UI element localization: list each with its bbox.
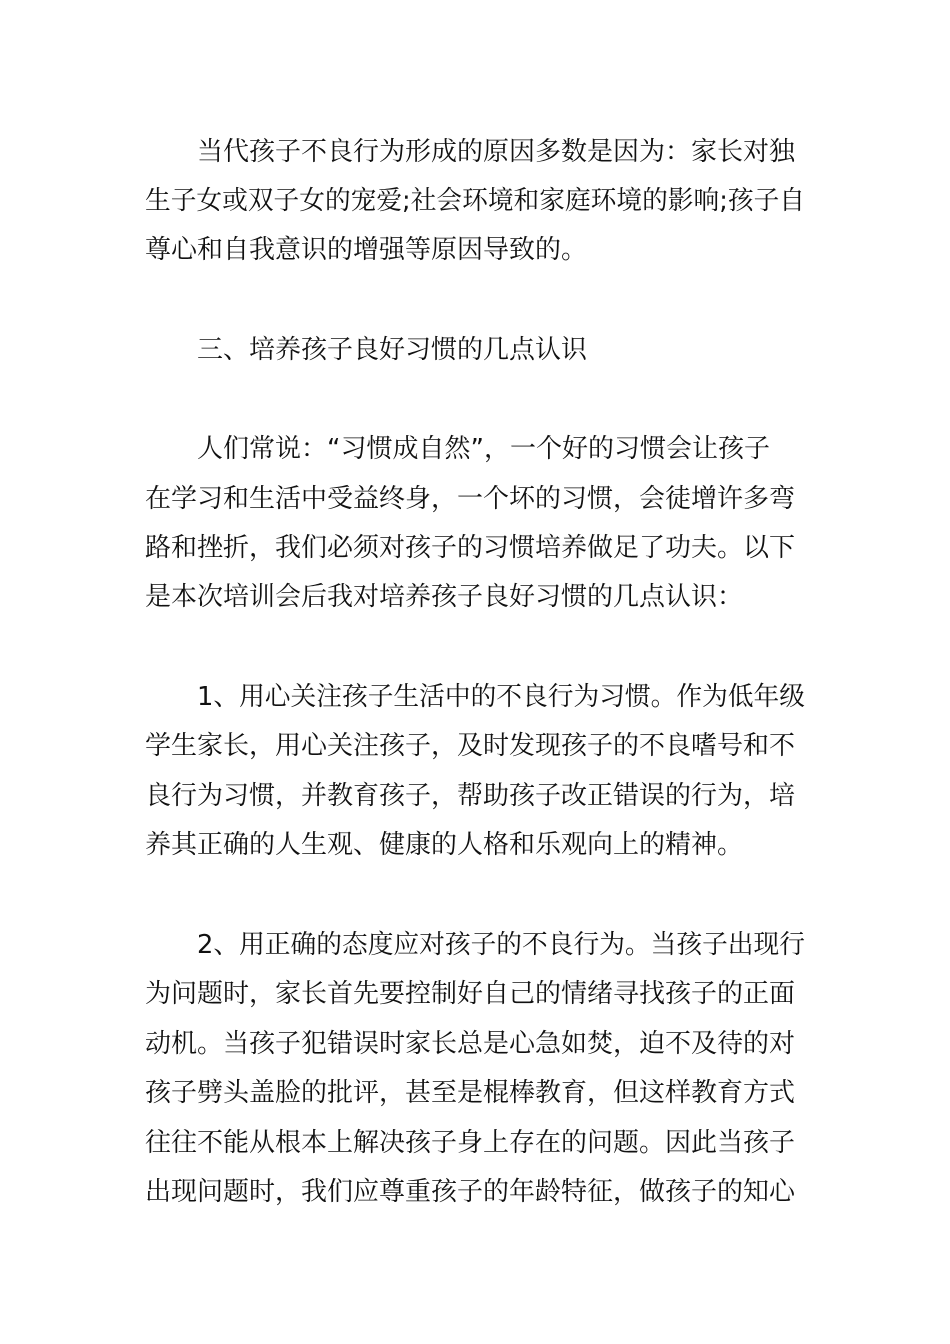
line-text: 为问题时，家长首先要控制好自己的情绪寻找孩子的正面 [145,979,796,1009]
paragraph-line [0,523,950,573]
paragraph-line [0,820,950,870]
paragraph-line [0,225,950,275]
line-text: 1、用心关注孩子生活中的不良行为习惯。作为低年级 [197,682,805,712]
line-text: 是本次培训会后我对培养孩子良好习惯的几点认识： [145,582,744,612]
paragraph-line [0,920,950,970]
line-text: 在学习和生活中受益终身，一个坏的习惯，会徒增许多弯 [145,484,796,514]
line-text: 当代孩子不良行为形成的原因多数是因为：家长对独 [197,137,796,167]
paragraph-line [0,672,950,722]
paragraph-line [0,127,950,177]
paragraph-line [0,1019,950,1069]
line-text: 出现问题时，我们应尊重孩子的年龄特征，做孩子的知心 [145,1177,796,1207]
line-text: 往往不能从根本上解决孩子身上存在的问题。因此当孩子 [145,1128,796,1158]
line-text: 尊心和自我意识的增强等原因导致的。 [145,235,588,265]
paragraph-line [0,176,950,226]
line-text: 良行为习惯，并教育孩子，帮助孩子改正错误的行为，培 [145,781,796,811]
line-text: 学生家长，用心关注孩子，及时发现孩子的不良嗜号和不 [145,731,796,761]
line-text: 养其正确的人生观、健康的人格和乐观向上的精神。 [145,830,744,860]
line-text: 2、用正确的态度应对孩子的不良行为。当孩子出现行 [197,930,805,960]
heading-text: 三、培养孩子良好习惯的几点认识 [197,335,588,365]
line-text: 生子女或双子女的宠爱;社会环境和家庭环境的影响;孩子自 [145,186,805,216]
line-text: 动机。当孩子犯错误时家长总是心急如焚，迫不及待的对 [145,1029,796,1059]
paragraph-line [0,1167,950,1217]
paragraph-line [0,474,950,524]
line-text: 路和挫折，我们必须对孩子的习惯培养做足了功夫。以下 [145,533,796,563]
paragraph-line [0,424,950,474]
paragraph-line [0,1118,950,1168]
paragraph-line [0,969,950,1019]
line-text: 孩子劈头盖脸的批评，甚至是棍棒教育，但这样教育方式 [145,1078,796,1108]
section-heading [0,325,950,375]
paragraph-line [0,572,950,622]
paragraph-line [0,1068,950,1118]
line-text: 人们常说：“习惯成自然”，一个好的习惯会让孩子 [197,434,770,464]
paragraph-line [0,721,950,771]
paragraph-line [0,771,950,821]
